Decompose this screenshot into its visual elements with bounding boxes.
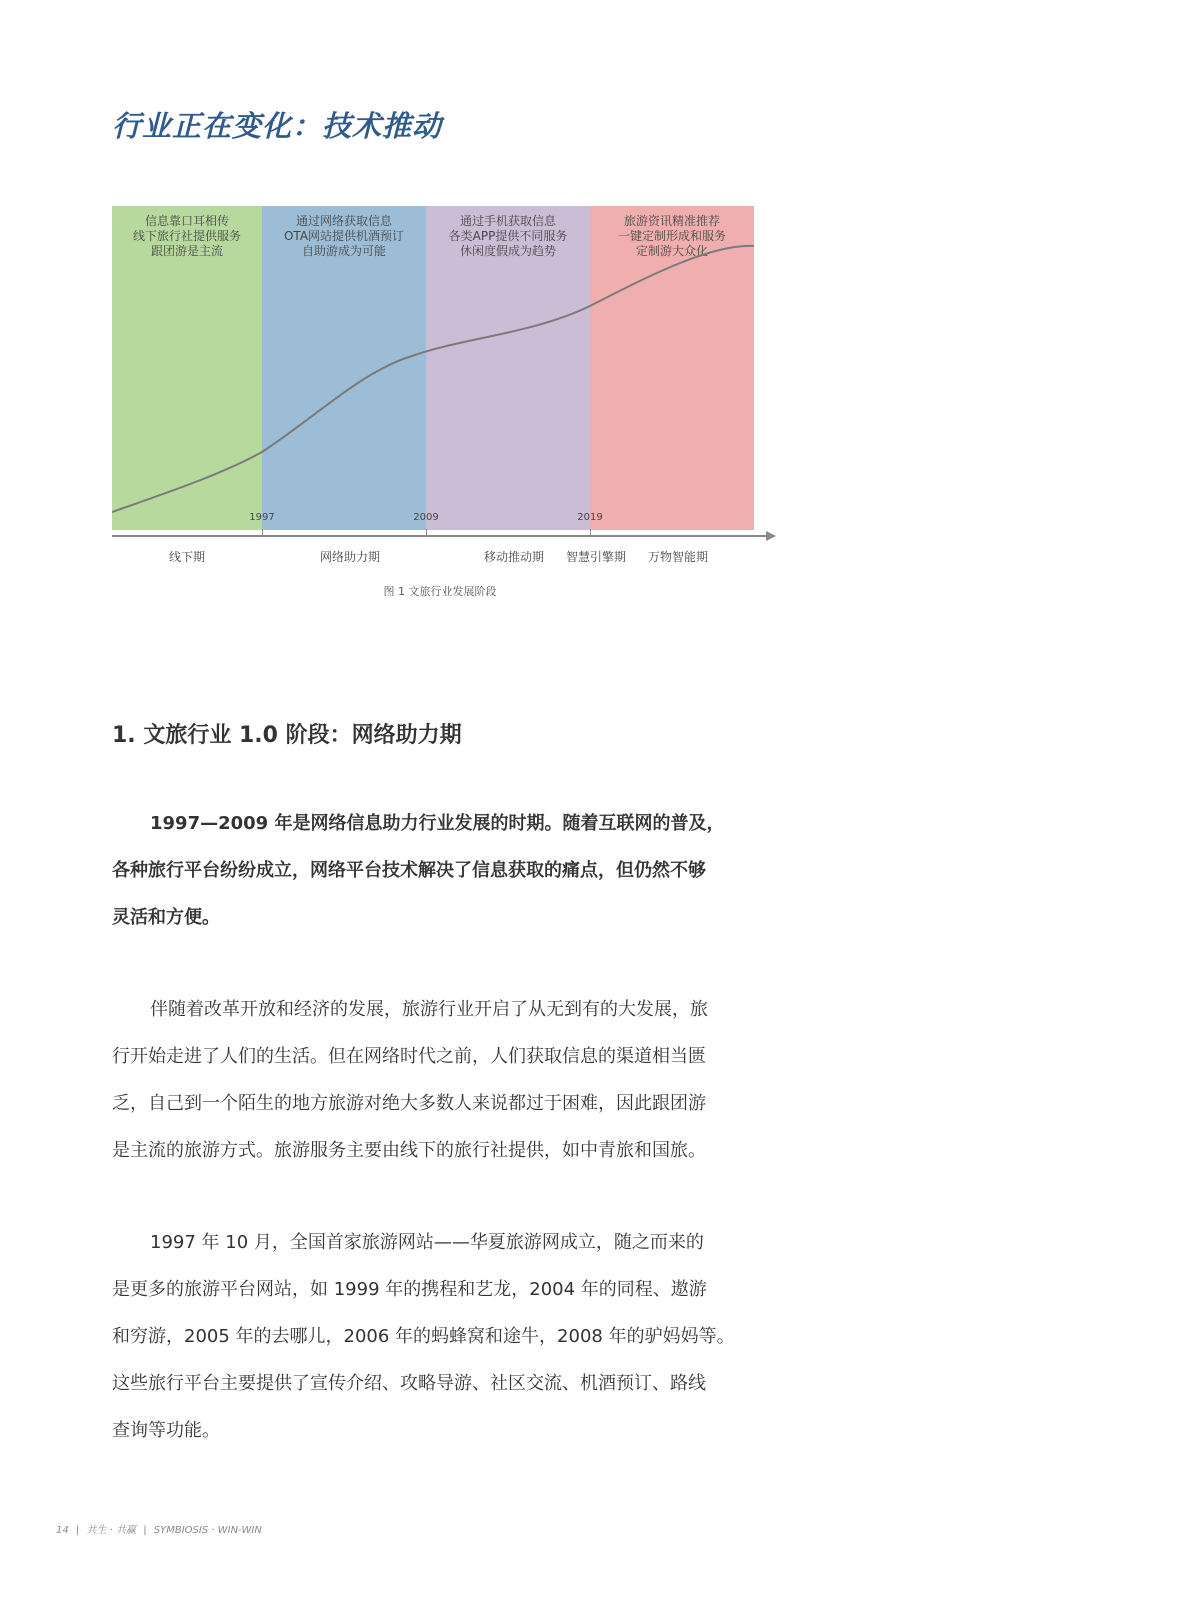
paragraph-platforms	[112, 1219, 766, 1454]
footer-separator: |	[143, 1525, 147, 1536]
period-label-iot: 万物智能期	[647, 550, 709, 564]
paragraph-intro	[112, 800, 766, 941]
paragraph-line: 是主流的旅游方式。旅游服务主要由线下的旅行社提供，如中青旅和国旅。	[112, 1140, 706, 1161]
period-label-smart-engine: 智慧引擎期	[565, 550, 627, 564]
period-label-offline: 线下期	[168, 550, 206, 564]
period-label-network: 网络助力期	[319, 550, 381, 564]
band-line: 各类APP提供不同服务	[448, 229, 568, 243]
band-line: 自助游成为可能	[301, 244, 386, 258]
paragraph-line: 和穷游，2005 年的去哪儿，2006 年的蚂蜂窝和途牛，2008 年的驴妈妈等。	[112, 1326, 735, 1347]
period-label-mobile: 移动推动期	[483, 550, 545, 564]
growth-curve	[112, 206, 774, 546]
band-line: 通过手机获取信息	[459, 214, 556, 228]
paragraph-line: 1997—2009 年是网络信息助力行业发展的时期。随着互联网的普及，	[150, 813, 725, 834]
band-line: OTA网站提供机酒预订	[283, 229, 405, 243]
axis-arrow-icon	[766, 531, 776, 541]
paragraph-line: 查询等功能。	[112, 1420, 220, 1441]
growth-curve-line	[112, 246, 754, 512]
year-label-1997: 1997	[249, 512, 275, 523]
paragraph-line: 乏，自己到一个陌生的地方旅游对绝大多数人来说都过于困难，因此跟团游	[112, 1093, 706, 1114]
time-axis	[112, 535, 768, 537]
paragraph-line: 各种旅行平台纷纷成立，网络平台技术解决了信息获取的痛点，但仍然不够	[112, 860, 706, 881]
year-label-2019: 2019	[577, 512, 603, 523]
paragraph-line: 1997 年 10 月，全国首家旅游网站——华夏旅游网成立，随之而来的	[150, 1232, 704, 1253]
page-number: 14	[56, 1525, 69, 1536]
page-footer	[56, 1521, 266, 1536]
band-line: 一键定制形成和服务	[617, 229, 726, 243]
band-line: 旅游资讯精准推荐	[623, 214, 720, 228]
paragraph-line: 这些旅行平台主要提供了宣传介绍、攻略导游、社区交流、机酒预订、路线	[112, 1373, 706, 1394]
paragraph-line: 行开始走进了人们的生活。但在网络时代之前，人们获取信息的渠道相当匮	[112, 1046, 706, 1067]
band-line: 定制游大众化	[635, 244, 708, 258]
section-heading: 1. 文旅行业 1.0 阶段：网络助力期	[112, 723, 462, 748]
band-line: 跟团游是主流	[150, 244, 223, 258]
band-line: 信息靠口耳相传	[144, 214, 229, 228]
stage-figure	[112, 206, 774, 606]
footer-en-title: SYMBIOSIS · WIN-WIN	[153, 1525, 262, 1536]
band-line: 线下旅行社提供服务	[132, 229, 241, 243]
paragraph-line: 是更多的旅游平台网站，如 1999 年的携程和艺龙，2004 年的同程、遨游	[112, 1279, 707, 1300]
footer-cn-title: 共生 · 共赢	[86, 1525, 137, 1536]
paragraph-background	[112, 986, 766, 1174]
band-line: 通过网络获取信息	[295, 214, 392, 228]
figure-caption: 图 1 文旅行业发展阶段	[383, 585, 497, 598]
band-line: 休闲度假成为趋势	[459, 244, 556, 258]
page-title: 行业正在变化：技术推动	[112, 109, 443, 143]
footer-separator: |	[75, 1525, 80, 1536]
year-label-2009: 2009	[413, 512, 439, 523]
paragraph-line: 伴随着改革开放和经济的发展，旅游行业开启了从无到有的大发展，旅	[150, 999, 708, 1020]
paragraph-line: 灵活和方便。	[112, 907, 220, 928]
